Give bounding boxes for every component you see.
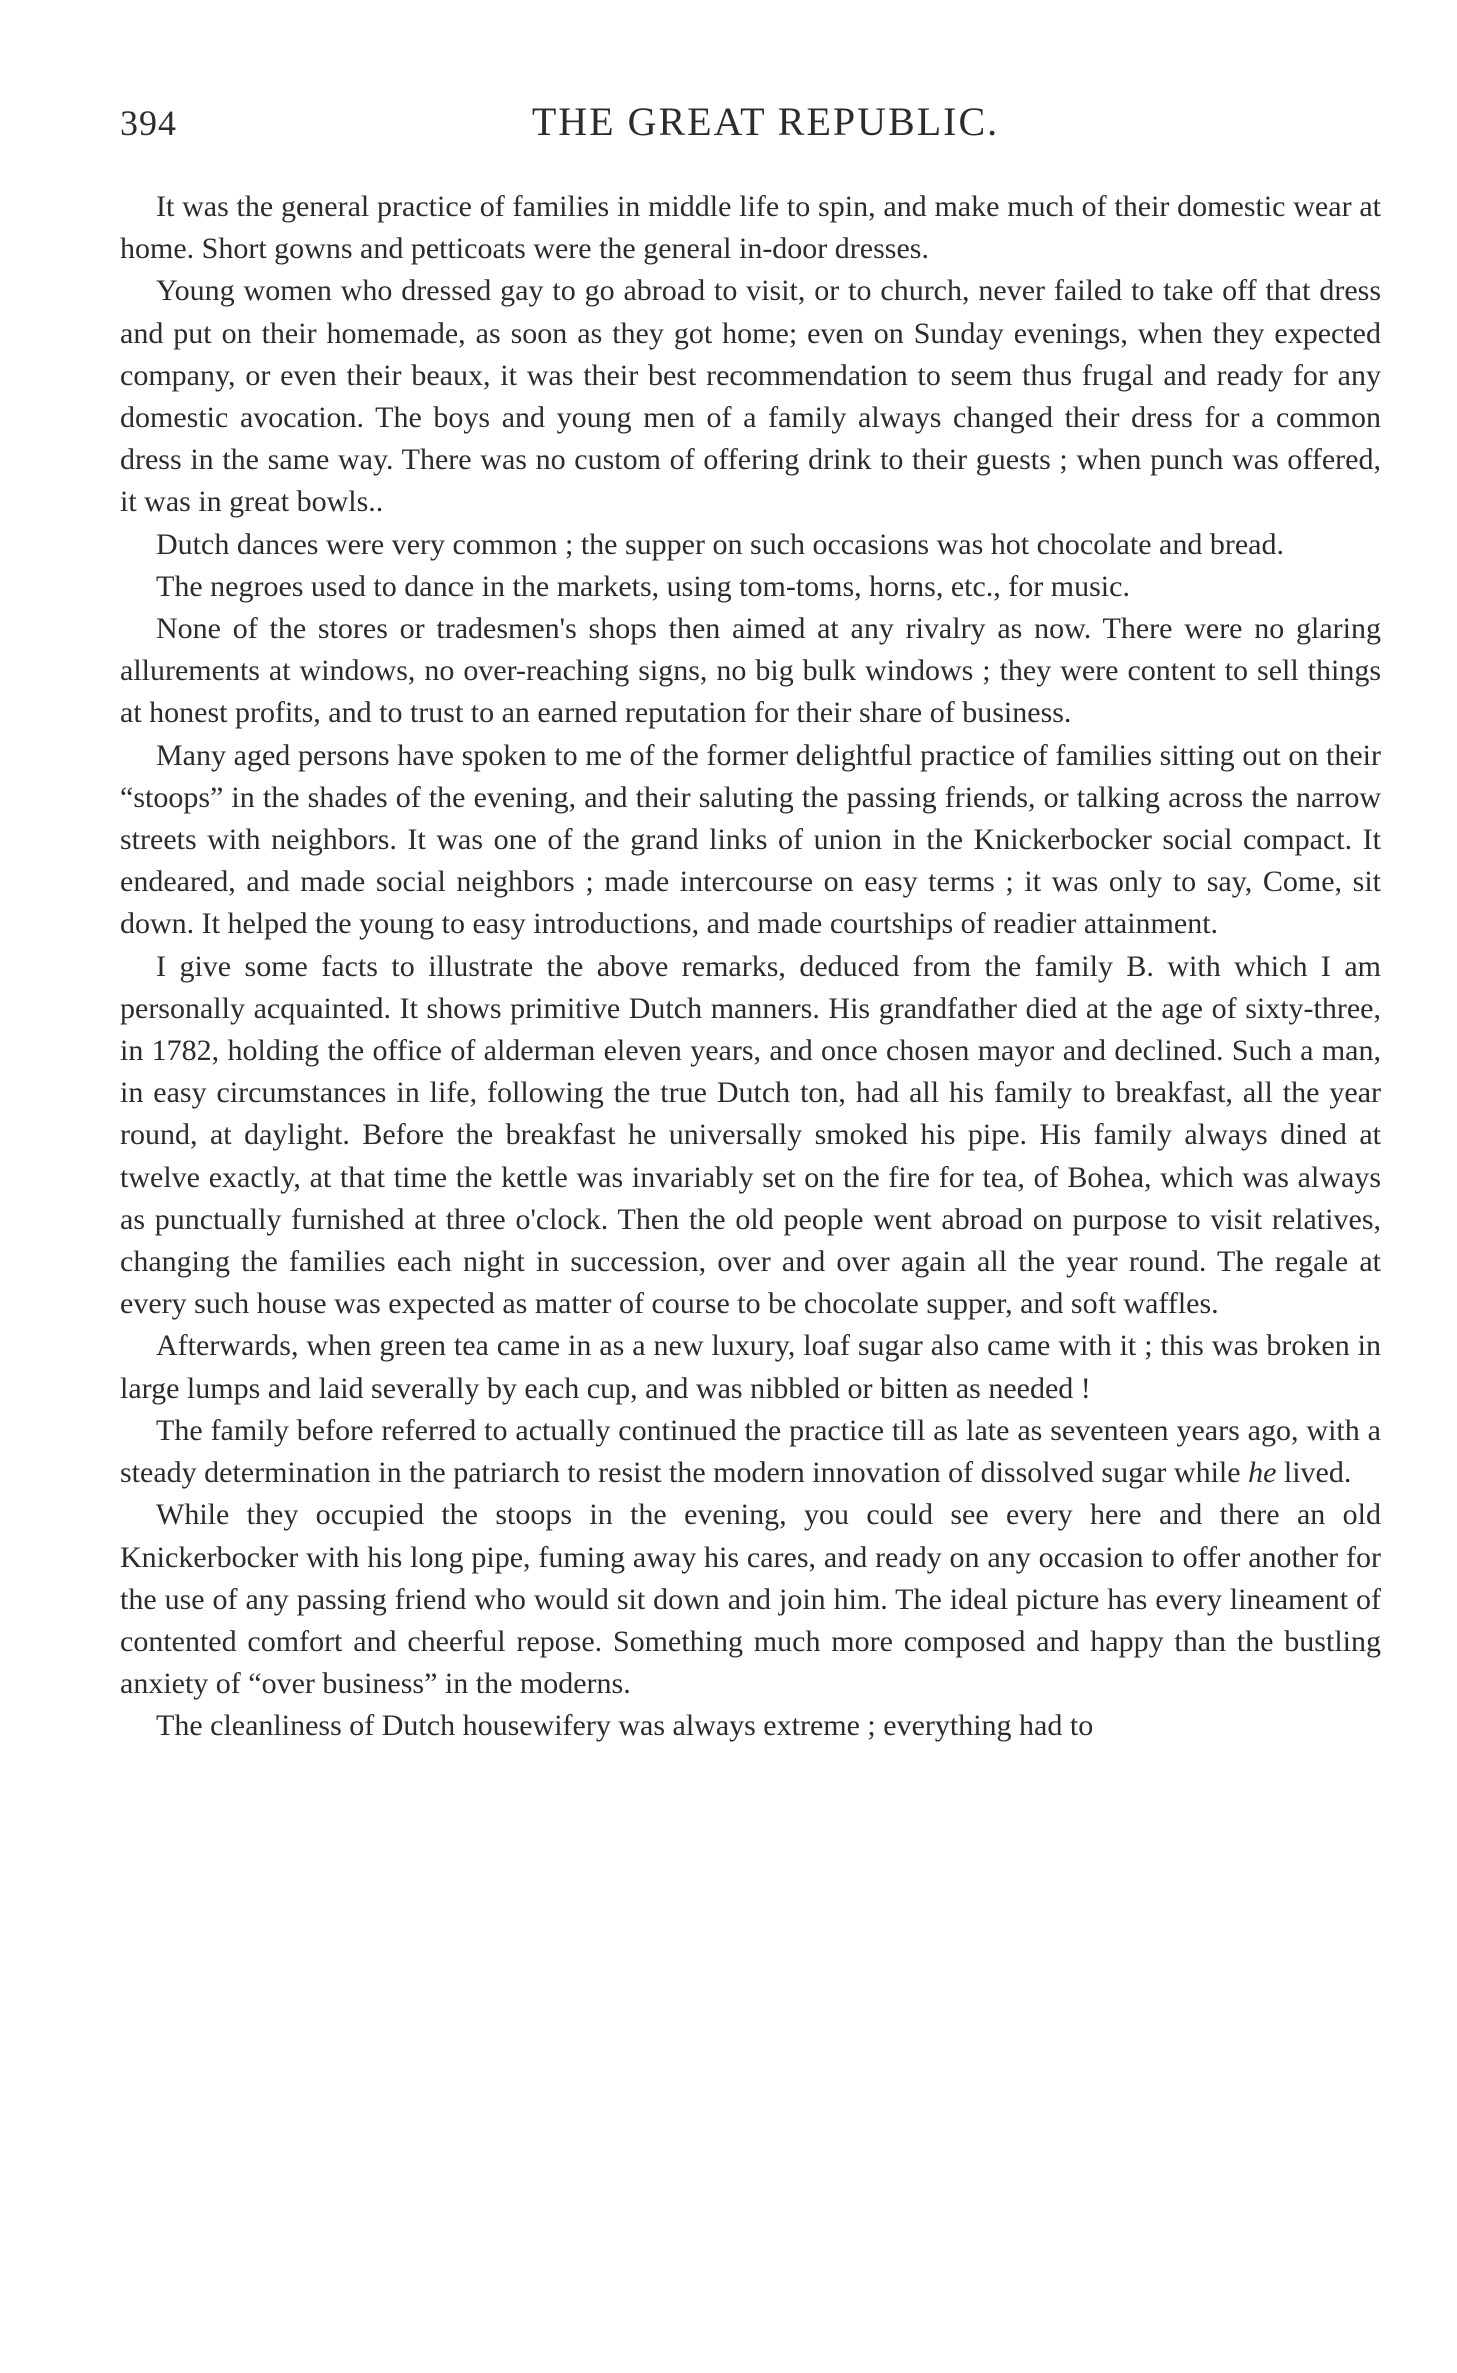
paragraph-sugar-text-before: The family before referred to actually continued the practice till as late as seventeen years ago, with a steady determination in the patriarch to resist the modern innovation of dissolved sugar while	[120, 1413, 1381, 1490]
paragraph-knickerbocker-pipe: While they occupied the stoops in the evening, you could see every here and there an old Knickerbocker with his long pipe, fuming away his cares, and ready on any occasion to offer another for the use of any passing friend who would sit down and join him. The ideal picture has every lineament of contented comfort and cheerful repose. Something much more composed and happy than the bustling anxiety of “over business” in the moderns.	[120, 1498, 1381, 1701]
paragraph-young-women: Young women who dressed gay to go abroad to visit, or to church, never failed to take off that dress and put on their homemade, as soon as they got home; even on Sunday evenings, when they expected company, or even their beaux, it was their best recommendation to seem thus frugal and ready for any domestic avocation. The boys and young men of a family always changed their dress for a common dress in the same way. There was no custom of offering drink to their guests ; when punch was offered, it was in great bowls..	[120, 274, 1381, 519]
paragraph-sugar-practice	[120, 1410, 1381, 1494]
paragraph-stores: None of the stores or tradesmen's shops then aimed at any rivalry as now. There were no glaring allurements at windows, no over-reaching signs, no big bulk windows ; they were content to sell things at honest profits, and to trust to an earned reputation for their share of business.	[120, 612, 1381, 730]
paragraph-cleanliness: The cleanliness of Dutch housewifery was always extreme ; everything had to	[156, 1709, 1094, 1743]
running-title: THE GREAT REPUBLIC.	[531, 99, 1000, 144]
running-head	[120, 92, 1381, 152]
paragraph-family-b: I give some facts to illustrate the above remarks, deduced from the family B. with which I am personally acquainted. It shows primitive Dutch manners. His grandfather died at the age of sixty-three, in 1782, holding the office of alderman eleven years, and once chosen mayor and declined. Such a man, in easy circumstances in life, following the true Dutch ton, had all his family to breakfast, all the year round, at daylight. Before the breakfast he universally smoked his pipe. His family always dined at twelve exactly, at that time the kettle was invariably set on the fire for tea, of Bohea, which was always as punctually furnished at three o'clock. Then the old people went abroad on purpose to visit relatives, changing the families each night in succession, over and over again all the year round. The regale at every such house was expected as matter of course to be chocolate supper, and soft waffles.	[120, 949, 1381, 1321]
emphasis-he: he	[1248, 1456, 1277, 1490]
body-text	[120, 186, 1381, 1748]
page-number: 394	[120, 103, 177, 143]
paragraph-home-spinning: It was the general practice of families in middle life to spin, and make much of their domestic wear at home. Short gowns and petticoats were the general in-door dresses.	[120, 190, 1381, 266]
paragraph-green-tea: Afterwards, when green tea came in as a new luxury, loaf sugar also came with it ; this was broken in large lumps and laid severally by each cup, and was nibbled or bitten as needed !	[120, 1329, 1381, 1405]
paragraph-sugar-text-after: lived.	[1276, 1456, 1352, 1490]
paragraph-negroes-dance: The negroes used to dance in the markets, using tom-toms, horns, etc., for music.	[156, 569, 1130, 603]
paragraph-dutch-dances: Dutch dances were very common ; the supper on such occasions was hot chocolate and bread.	[156, 527, 1284, 561]
paragraph-stoops: Many aged persons have spoken to me of the former delightful practice of families sitting out on their “stoops” in the shades of the evening, and their saluting the passing friends, or talking across the narrow streets with neighbors. It was one of the grand links of union in the Knickerbocker social compact. It endeared, and made social neighbors ; made intercourse on easy terms ; it was only to say, Come, sit down. It helped the young to easy introductions, and made courtships of readier attainment.	[120, 738, 1381, 941]
